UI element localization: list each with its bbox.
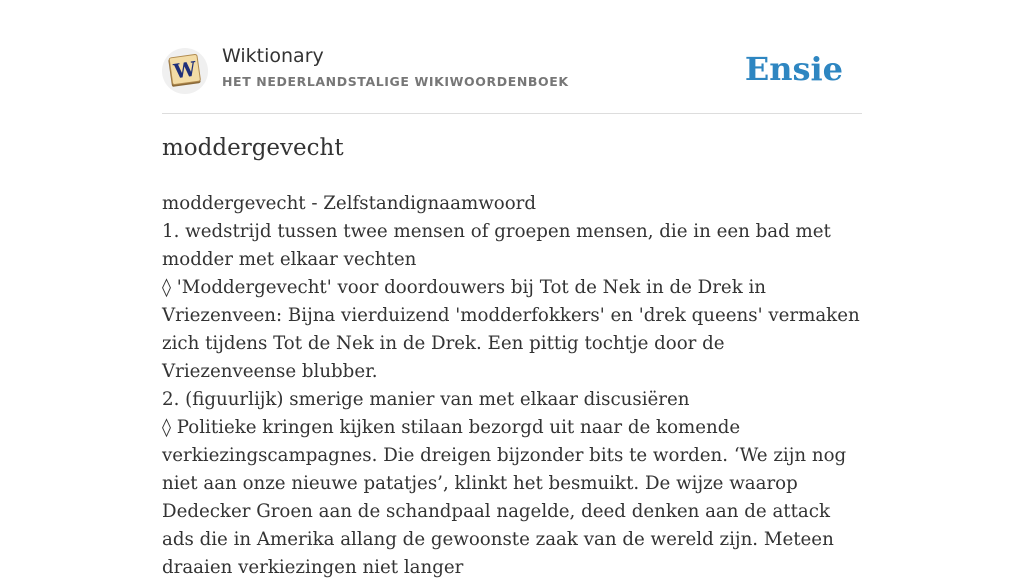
entry-heading: moddergevecht - Zelfstandignaamwoord xyxy=(162,193,536,214)
site-subtitle: HET NEDERLANDSTALIGE WIKIWOORDENBOEK xyxy=(222,74,569,89)
site-header xyxy=(162,0,862,114)
definition-1: 1. wedstrijd tussen twee mensen of groepen mensen, die in een bad met modder met elkaar vechten xyxy=(162,221,831,270)
svg-text:W: W xyxy=(172,56,198,84)
definition-2: 2. (figuurlijk) smerige manier van met elkaar discusiëren xyxy=(162,389,690,410)
wiktionary-logo[interactable] xyxy=(162,48,208,94)
ensie-brand-link[interactable]: Ensie xyxy=(744,50,843,88)
page-title: moddergevecht xyxy=(162,135,344,161)
entry-content xyxy=(162,190,862,582)
example-2: ◊ Politieke kringen kijken stilaan bezorgd uit naar de komende verkiezingscampagnes. Die dreigen bijzonder bits te worden. ‘We zijn nog niet aan onze nieuwe patatjes’, klinkt het besmuikt. De wijze waarop Dedecker Groen aan de schandpaal nagelde, deed denken aan de attack ads die in Amerika allang de gewoonste zaak van de wereld zijn. Meteen draaien verkiezingen niet langer xyxy=(162,417,847,578)
example-1: ◊ 'Moddergevecht' voor doordouwers bij Tot de Nek in de Drek in Vriezenveen: Bijna vierduizend 'modderfokkers' en 'drek queens' vermaken zich tijdens Tot de Nek in de Drek. Een pittig tochtje door de Vriezenveense blubber. xyxy=(162,277,860,382)
main-container xyxy=(162,0,862,578)
wiktionary-w-icon xyxy=(166,52,204,90)
site-title[interactable]: Wiktionary xyxy=(222,45,324,67)
